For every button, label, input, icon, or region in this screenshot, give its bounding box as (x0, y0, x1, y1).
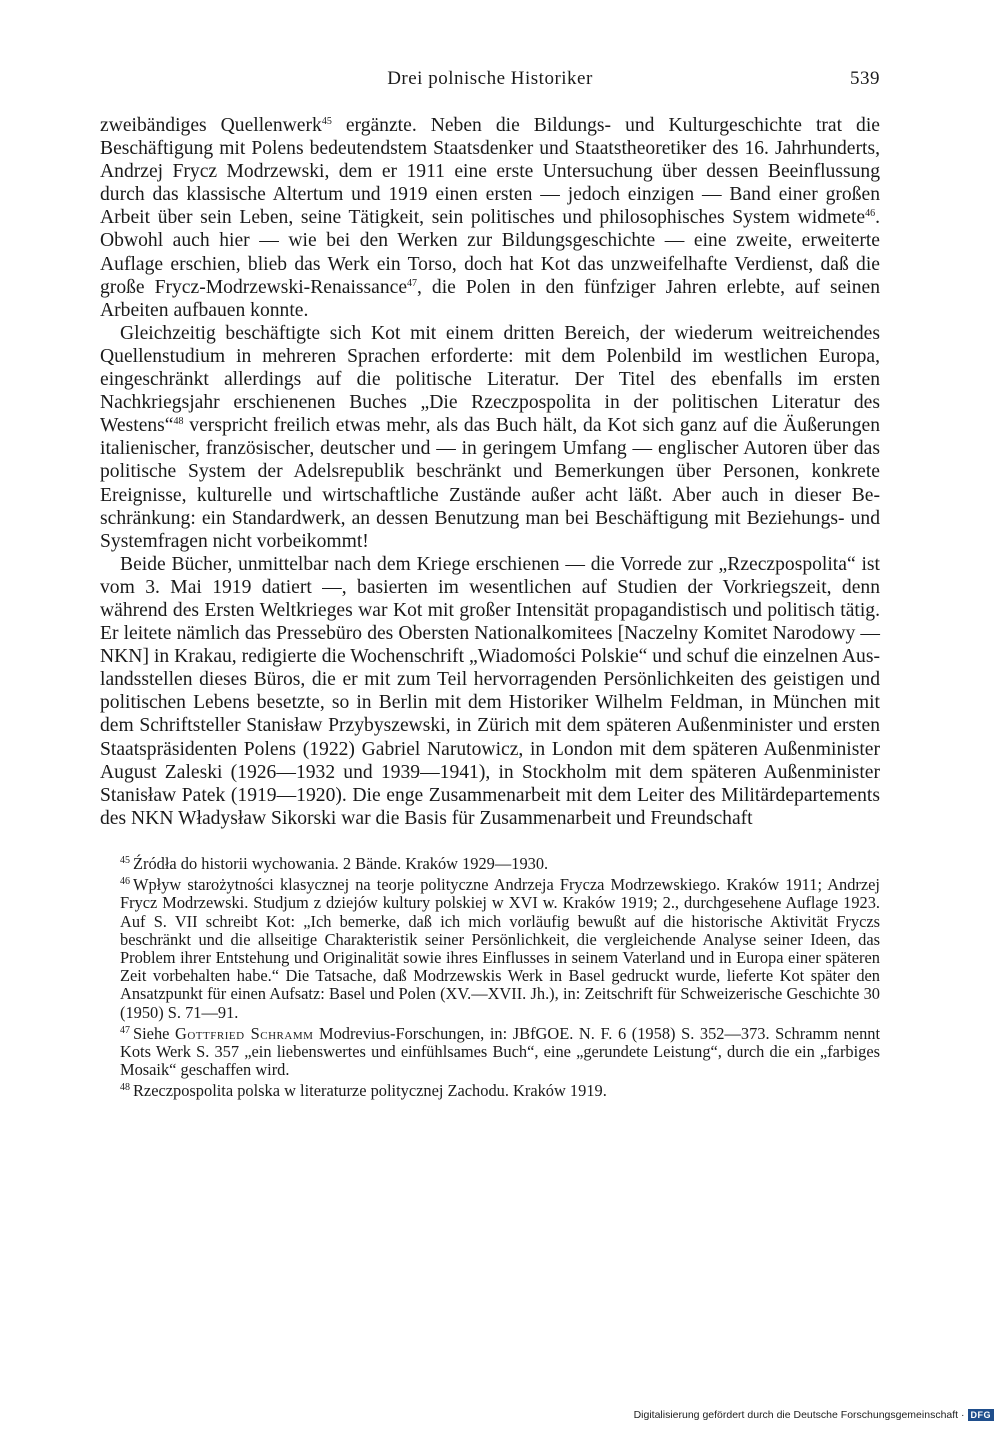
paragraph-1-part-c: . Obwohl auch hier — wie bei den Werken zur Bildungsgeschichte — eine zweite, erweiterte Auflage erschien, blieb das Werk ein Torso, doch hat Kot das unzweifelhafte Verdienst, daß die große Frycz-Modrzewski-Renaissance (100, 207, 880, 298)
footnote-46 (100, 873, 880, 1022)
paragraph-2-part-a: Gleichzeitig beschäftigte sich Kot mit einem dritten Bereich, der wiederum weitreichendes Quellenstudium in mehreren Sprachen erforderte: mit dem Polenbild im westlichen Europa, eingeschränkt allerdings auf die politische Literatur. Der Titel des ebenfalls im ersten Nachkriegsjahr erschienenen Buches „Die Rzeczpospolita in der politischen Literatur des Westens“ (100, 322, 880, 437)
footnotes (100, 852, 880, 1101)
digitization-footer (634, 1409, 994, 1421)
footnote-48 (100, 1079, 880, 1100)
footnote-ref-46: 46 (865, 208, 876, 220)
paragraph-2-part-b: verspricht freilich etwas mehr, als das Buch hält, da Kot sich ganz auf die Äußerungen italienischer, französischer, deutscher und — in geringem Umfang — englischer Autoren über das politische System der Adelsrepublik beschränkt und Bemerkungen über Personen, konkrete Ereignisse, kulturelle und wirtschaftliche Zustände außer acht läßt. Aber auch in dieser Beschränkung: ein Standardwerk, an dessen Benutzung man bei Beschäftigung mit Beziehungs- und Systemfragen nicht vorbeikommt! (100, 415, 880, 552)
footnote-text-45: Źródła do historii wychowania. 2 Bände. Kraków 1929—1930. (133, 853, 549, 873)
footnote-number-47: 47 (120, 1024, 130, 1036)
footnote-ref-48: 48 (173, 416, 184, 428)
footnote-number-45: 45 (120, 854, 130, 866)
footnote-47 (100, 1022, 880, 1080)
footnote-author-47: Gottfried Schramm (175, 1023, 314, 1043)
running-title: Drei polnische Historiker (387, 68, 593, 89)
footnote-45 (100, 852, 880, 873)
running-head (100, 60, 880, 96)
footnote-number-48: 48 (120, 1082, 130, 1094)
footnote-pre-47: Siehe (133, 1023, 176, 1043)
page-number: 539 (850, 68, 880, 89)
paragraph-1-part-d: , die Polen in den fünfziger Jahren erlebte, auf seinen Arbeiten aufbauen konnte. (100, 276, 881, 321)
footnote-ref-45: 45 (321, 116, 332, 127)
page (100, 60, 880, 1101)
paragraph-2 (100, 322, 880, 553)
paragraph-1-part-a: zweibändiges Quellenwerk (100, 115, 322, 136)
footer-text: Digitalisierung gefördert durch die Deutsche Forschungsgemeinschaft · (633, 1409, 965, 1421)
footnote-text-48: Rzeczpospolita polska w literaturze politycznej Zachodu. Kraków 1919. (133, 1081, 607, 1101)
footnote-number-46: 46 (120, 876, 130, 888)
body-text (100, 114, 880, 830)
footnote-ref-47: 47 (407, 277, 418, 289)
paragraph-1-part-b: ergänzte. Neben die Bildungs- und Kulturgeschichte trat die Beschäftigung mit Polens bedeutendstem Staatsdenker und Staatstheoretiker des 16. Jahrhunderts, Andrzej Frycz Modrzewski, dem er 1911 eine erste Untersuchung über dessen Beeinflussung durch das klassische Altertum und 1919 einen ersten — jedoch einzigen — Band einer großen Arbeit über sein Leben, seine Tätigkeit, sein politisches und philosophisches System widmete (100, 115, 880, 229)
footnote-text-47: Modrevius-Forschungen, in: JBfGOE. N. F. 6 (1958) S. 352—373. Schramm nennt Kots Werk S. 357 „ein liebenswertes und einfühlsames Buch“, eine „gerundete Leistung“, durch die ein „farbiges Mosaik“ geschaffen wird. (120, 1023, 881, 1080)
dfg-logo-icon: DFG (968, 1409, 995, 1421)
paragraph-3: Beide Bücher, unmittelbar nach dem Kriege erschienen — die Vorrede zur „Rzeczpospolita“ ist vom 3. Mai 1919 datiert —, basierten im wesentlichen auf Studien der Vorkriegszeit, denn während des Ersten Weltkrieges war Kot mit großer Intensität propagandistisch und politisch tätig. Er leitete nämlich das Pressebüro des Obersten Nationalkomitees [Naczelny Komitet Narodowy — NKN] in Krakau, redigierte die Wochenschrift „Wiadomości Polskie“ und schuf die einzelnen Auslandsstellen dieses Büros, die er mit zum Teil hervorragenden Persönlichkeiten des geistigen und politischen Lebens besetzte, so in Berlin mit dem Historiker Wilhelm Feldman, in München mit dem Schriftsteller Stanisław Przybyszewski, in Zürich mit dem späteren Außenminister und ersten Staatspräsidenten Polens (1922) Gabriel Narutowicz, in London mit dem späteren Außenminister August Zaleski (1926—1932 und 1939—1941), in Stockholm mit dem späteren Außenminister Stanisław Patek (1919—1920). Die enge Zusammenarbeit mit dem Leiter des Militärdepartements des NKN Władysław Sikorski war die Basis für Zusammenarbeit und Freundschaft (100, 553, 880, 829)
paragraph-1 (100, 114, 880, 322)
footnote-text-46: Wpływ starożytności klasycznej na teorje polityczne Andrzeja Frycza Modrzewskiego. Kraków 1911; Andrzej Frycz Modrzewski. Studjum z dziejów kultury polskiej w XVI w. Kraków 1919; 2., durchgesehene Auflage 1923. Auf S. VII schreibt Kot: „Ich bemerke, daß ich mich vorläufig bewußt auf die historische Aktivität Fryczs beschränkt und die allseitige Charakteristik seiner Persönlichkeit, die vergleichende Analyse seiner Ideen, das Problem ihrer Entstehung und Originalität sowie ihres Einflusses in seinem Vaterland und in Europa einer späteren Zeit vorbehalten habe.“ Die Tatsache, daß Modrzewskis Werk in Basel gedruckt wurde, lieferte Kot später den Ansatzpunkt für einen Aufsatz: Basel und Polen (XV.—XVII. Jh.), in: Zeitschrift für Schweizerische Geschichte 30 (1950) S. 71—91. (120, 875, 880, 1022)
